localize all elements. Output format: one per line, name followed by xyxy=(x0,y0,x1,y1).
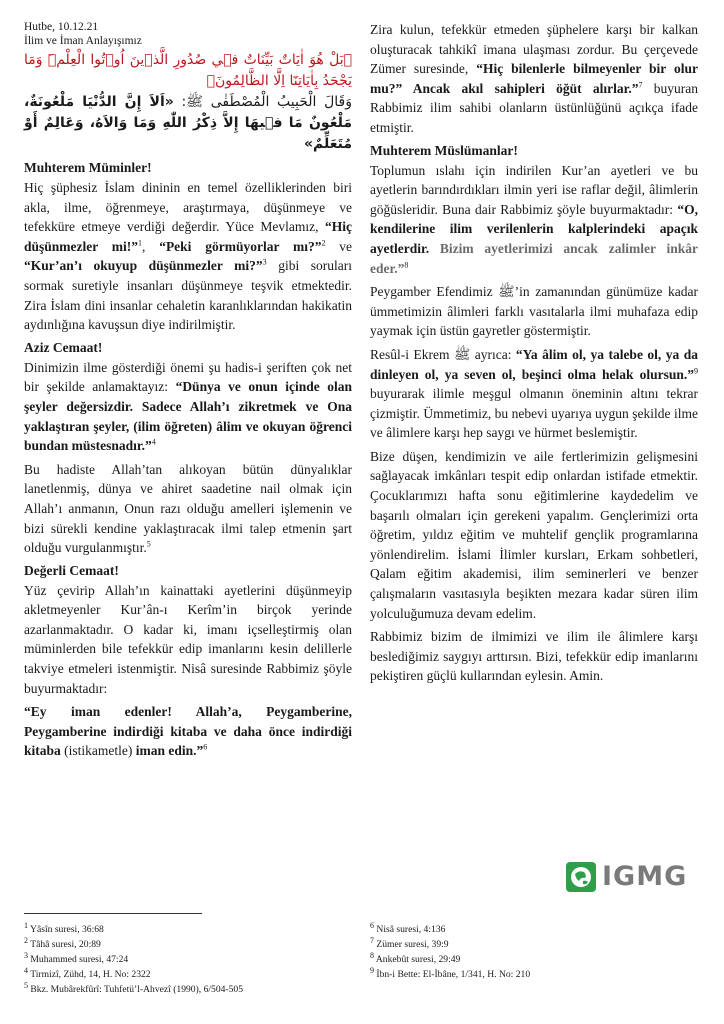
igmg-logo-text: IGMG xyxy=(602,861,688,892)
footnote-6: $^6$ Nisâ suresi, 4:136 xyxy=(370,920,446,935)
paragraph-9: Resûl-i Ekrem ﷺ ayrıca: “Ya âlim ol, ya talebe ol, ya da dinleyen ol, ya seven ol, beşinci olma helak olursun.”$^9$ buyurarak ilimle meşgul olmanın öneminin altını tekrar çizmiştir. Ümmetimiz, bu nebevi uyarıya uygun şekilde ilme ve âlimlere karşı hep saygı ve hürmet beslemiştir. xyxy=(370,346,698,441)
footnote-1: $^1$ Yâsîn suresi, 36:68 xyxy=(24,920,104,935)
footnote-8: $^8$ Ankebût suresi, 29:49 xyxy=(370,950,461,965)
paragraph-2: Dinimizin ilme gösterdiği önemi şu hadis-i şeriften çok net bir şekilde anlamaktayız: “Dünya ve onun içinde olan şeyler değersizdir. Sadece Allah’ı zikretmek ve Ona yaklaştıran şeyler, (ilim öğreten) âlim ve okuyan öğrenci bundan müstesnadır.”$^4$ xyxy=(24,359,352,454)
heading-muhterem-mu-minler: Muhterem Müminler! xyxy=(24,160,152,175)
footnotes-right xyxy=(370,922,690,982)
sermon-date: Hutbe, 10.12.21 xyxy=(24,21,99,33)
paragraph-10: Bize düşen, kendimizin ve aile fertlerimizin gelişmesini sağlayacak imkânları tespit edip onlardan istifade etmektir. Çocuklarımızı hafta sonu eğitimlerine kaydedelim ve başarılı olmaları için gerekeni yapalım. Gençlerimizi orta öğretim, yıldız eğitim ve muhtelif gençlik programlarına yönlendirelim. İslami İlimler kursları, Erkam sohbetleri, Qalam eğitim akademisi, ilim seminerleri ve benzer çalışmaların vasıtasıyla beşikten mezara kadar süren ilim yolculuğumuza devam edelim. xyxy=(370,448,698,621)
footnote-5: $^5$ Bkz. Mubârekfûrî: Tuhfetü’l-Ahvezî (1990), 6/504-505 xyxy=(24,980,244,995)
footnote-3: $^3$ Muhammed suresi, 47:24 xyxy=(24,950,129,965)
paragraph-3: Bu hadiste Allah’tan alıkoyan bütün dünyalıklar lanetlenmiş, dünya ve ahiret saadetine nail olmak için Allah’ı anmanın, Onun razı olduğu amelleri işlemenin ve bizi sürekli kendine yaklaştıracak ilmi talep etmenin şart olduğu vurgulanmıştır.$^5$ xyxy=(24,461,352,556)
right-column xyxy=(370,20,698,690)
igmg-logo xyxy=(566,862,698,892)
paragraph-4: Yüz çevirip Allah’ın kainattaki ayetlerini düşünmeyip akletmeyenler Kur’ân-ı Kerîm’in birçok yerinde azarlanmaktadır. O kadar ki, imanı içselleştirmiş olan müminlerden bile tefekkür edip imanlarını kesin delillerle takviye etmeleri istenmiştir. Nisâ suresinde Rabbimiz şöyle buyurmaktadır: xyxy=(24,582,352,696)
sermon-title: İlim ve İman Anlayışımız xyxy=(24,35,142,47)
footnote-4: $^4$ Tirmizî, Zühd, 14, H. No: 2322 xyxy=(24,965,151,980)
arabic-verses xyxy=(24,50,352,155)
paragraph-8: Peygamber Efendimiz ﷺ’in zamanından günümüze kadar ümmetimizin âlimleri farklı vasıtalarla ilmi muhafaza edip yaymak için üstün gayretler göstermiştir. xyxy=(370,284,698,339)
arabic-ayah-2: وَمَا يَجْحَدُ بِاٰيَاتِنَٓا اِلَّا الظَّالِمُونَ﴾ xyxy=(24,52,352,89)
footnotes-left xyxy=(24,922,344,997)
igmg-globe-icon xyxy=(566,862,596,892)
paragraph-7: Toplumun ıslahı için indirilen Kur’an ayetleri ve bu ayetlerin barındırdıkları ilmin yeri ise raflar değil, âlimlerin göğüsleridir. Buna dair Rabbimiz şöyle buyurmaktadır: “O, kendilerine ilim verilenlerin kalplerindeki apaçık ayetlerdir. Bizim ayetlerimizi ancak zalimler inkâr eder.”$^8$ xyxy=(370,162,698,276)
footnote-divider xyxy=(24,913,202,914)
footnote-7: $^7$ Zümer suresi, 39:9 xyxy=(370,935,449,950)
paragraph-6: Zira kulun, tefekkür etmeden şüphelere karşı bir kalkan oluşturacak tahkikî imana ulaşması zordur. Bu çerçevede Zümer suresinde, “Hiç bilenlerle bilmeyenler bir olur mu?” Ancak akıl sahipleri öğüt alırlar.”$^7$ buyuran Rabbimiz ilim sahibi olanların üstünlüğünü açıkça ifade etmiştir. xyxy=(370,22,698,135)
salawat-symbol: ﷺ xyxy=(498,284,515,300)
paragraph-1: Hiç şüphesiz İslam dininin en temel özelliklerinden biri akla, ilme, öğrenmeye, araştırmaya, düşünmeye ve tefekküre etmeye verdiği değerdir. Yüce Mevlamız, “Hiç düşünmezler mi!”$^1$, “Peki görmüyorlar mı?”$^2$ ve “Kur’an’ı okuyup düşünmezler mi?”$^3$ gibi soruları sormak suretiyle insanları düşünmeye teşvik etmektedir. Zira İslam dini insanlar cehaletin karanlıklarından hakikatin aydınlığına kavuşsun diye indirilmiştir. xyxy=(24,180,353,333)
arabic-ayah-1: ﴿بَلْ هُوَ اٰيَاتٌ بَيِّنَاتٌ ف۪ي صُدُورِ الَّذ۪ينَ اُو۫تُوا الْعِلْمَۜ xyxy=(47,52,353,68)
paragraph-11: Rabbimiz bizim de ilmimizi ve ilim ile âlimlere karşı beslediğimiz saygıyı arttırsın. Bizi, tefekkür edip imanlarını pekiştiren güçlü kullarından eylesin. Amin. xyxy=(370,629,698,684)
left-column xyxy=(24,20,352,765)
paragraph-5-quote: “Ey iman edenler! Allah’a, Peygamberine, Peygamberine indirdiği kitaba ve daha önce indirdiği kitaba (istikametle) iman edin.”$^6$ xyxy=(24,704,352,759)
heading-muhterem-muslumanlar: Muhterem Müslümanlar! xyxy=(370,142,518,158)
footnote-9: $^9$ İbn-i Bette: El-İbâne, 1/341, H. No: 210 xyxy=(370,965,531,980)
heading-degerli-cemaat: Değerli Cemaat! xyxy=(24,562,119,578)
salawat-symbol: ﷺ xyxy=(453,346,471,362)
arabic-hadith-intro: وَقَالَ الْحَبِيبُ الْمُصْطَفٰى ﷺ: xyxy=(181,94,353,110)
heading-aziz-cemaat: Aziz Cemaat! xyxy=(24,339,103,355)
arabic-hadith: «اَلاَ إِنَّ الدُّنْيَا مَلْعُونَةٌ، مَلْعُونٌ مَا ف۪يهَا إِلاَّ ذِكْرُ اللّٰهِ وَمَا وَالاَهُ، وَعَالِمٌ أَوْ مُتَعَلِّمٌ» xyxy=(24,94,352,152)
footnote-2: $^2$ Tâhâ suresi, 20:89 xyxy=(24,935,101,950)
